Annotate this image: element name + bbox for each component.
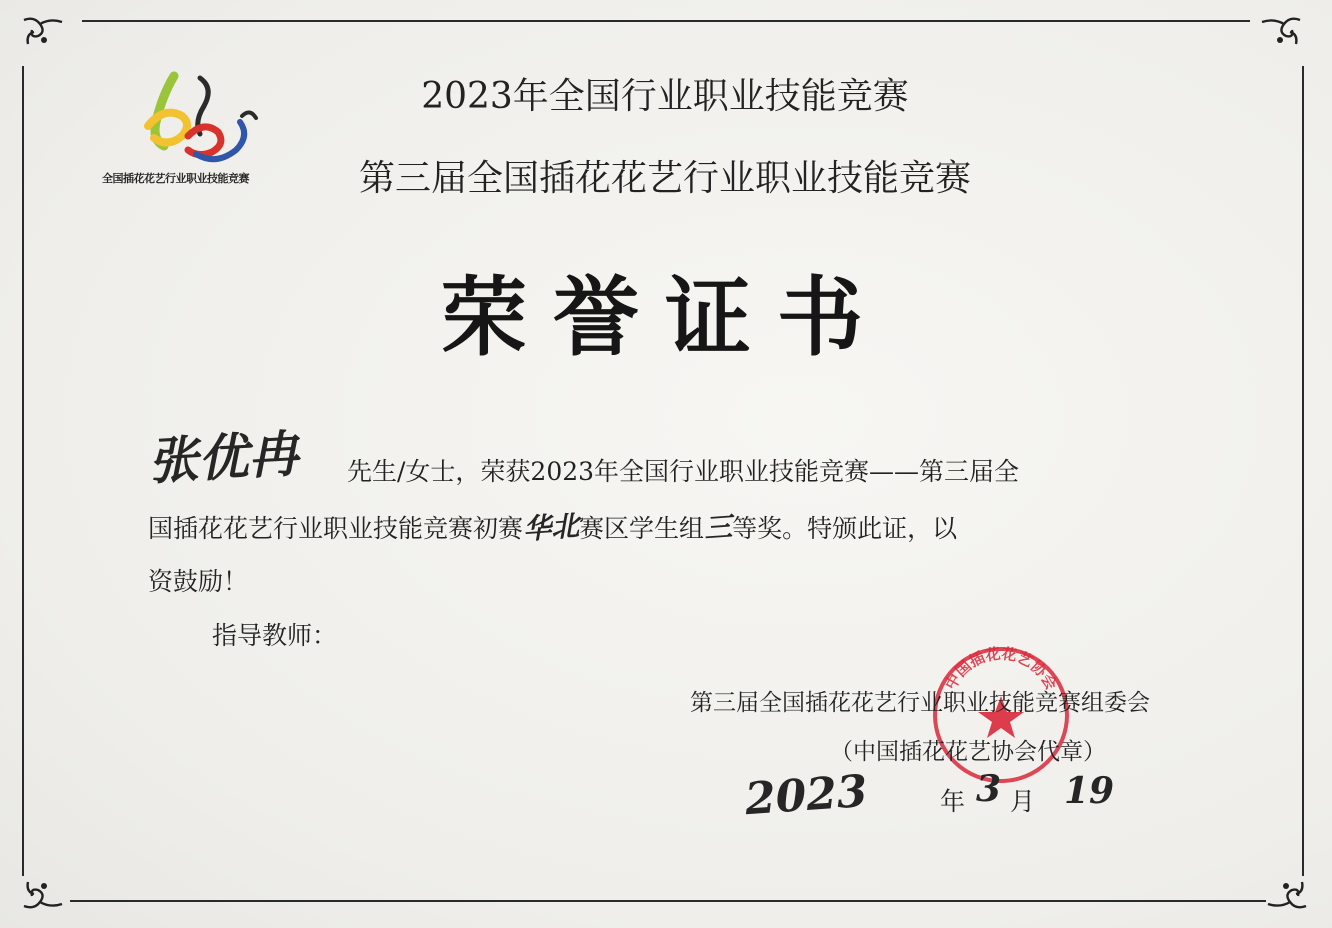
date-day: 19 (1064, 770, 1115, 812)
date-month: 3 (976, 768, 1002, 810)
ornamental-corner-icon (1256, 14, 1304, 54)
certificate-title: 荣誉证书 (441, 268, 889, 368)
region-handwritten: 华北 (522, 509, 581, 546)
logo-caption: 全国插花花艺行业职业技能竞赛 (102, 172, 249, 185)
ornamental-corner-icon (20, 872, 68, 912)
border-top (82, 20, 1250, 22)
date-year-label: 年 (940, 787, 966, 816)
date-year: 2023 (743, 765, 870, 826)
issuer-organization: 第三届全国插花花艺行业职业技能竞赛组委会 (690, 690, 1150, 716)
issuer-note: （中国插花花艺协会代章） (830, 739, 1106, 765)
header-line-1: 2023年全国行业职业技能竞赛 (421, 76, 909, 117)
rank-handwritten: 三 (703, 510, 734, 545)
body-line-2-part-a: 国插花花艺行业职业技能竞赛初赛 (148, 514, 524, 543)
header-line-2: 第三届全国插花花艺行业职业技能竞赛 (358, 158, 971, 199)
date-month-label: 月 (1010, 787, 1036, 816)
border-right (1302, 66, 1304, 876)
body-line-3: 资鼓励！ (148, 567, 249, 596)
body-line-2-part-b: 赛区学生组 (579, 514, 705, 543)
body-line-2-part-c: 等奖。特颁此证，以 (732, 514, 958, 543)
body-line-2 (148, 506, 957, 546)
border-left (22, 66, 24, 876)
ornamental-corner-icon (1262, 872, 1310, 912)
instructor-label: 指导教师： (212, 621, 338, 650)
seal-text: 中国插花花艺协会 (941, 644, 1061, 693)
recipient-name: 张优冉 (146, 424, 300, 491)
body-line-1: 先生/女士，荣获2023年全国行业职业技能竞赛——第三届全 (347, 457, 1020, 486)
border-bottom (70, 900, 1266, 902)
ornamental-corner-icon (20, 14, 68, 54)
